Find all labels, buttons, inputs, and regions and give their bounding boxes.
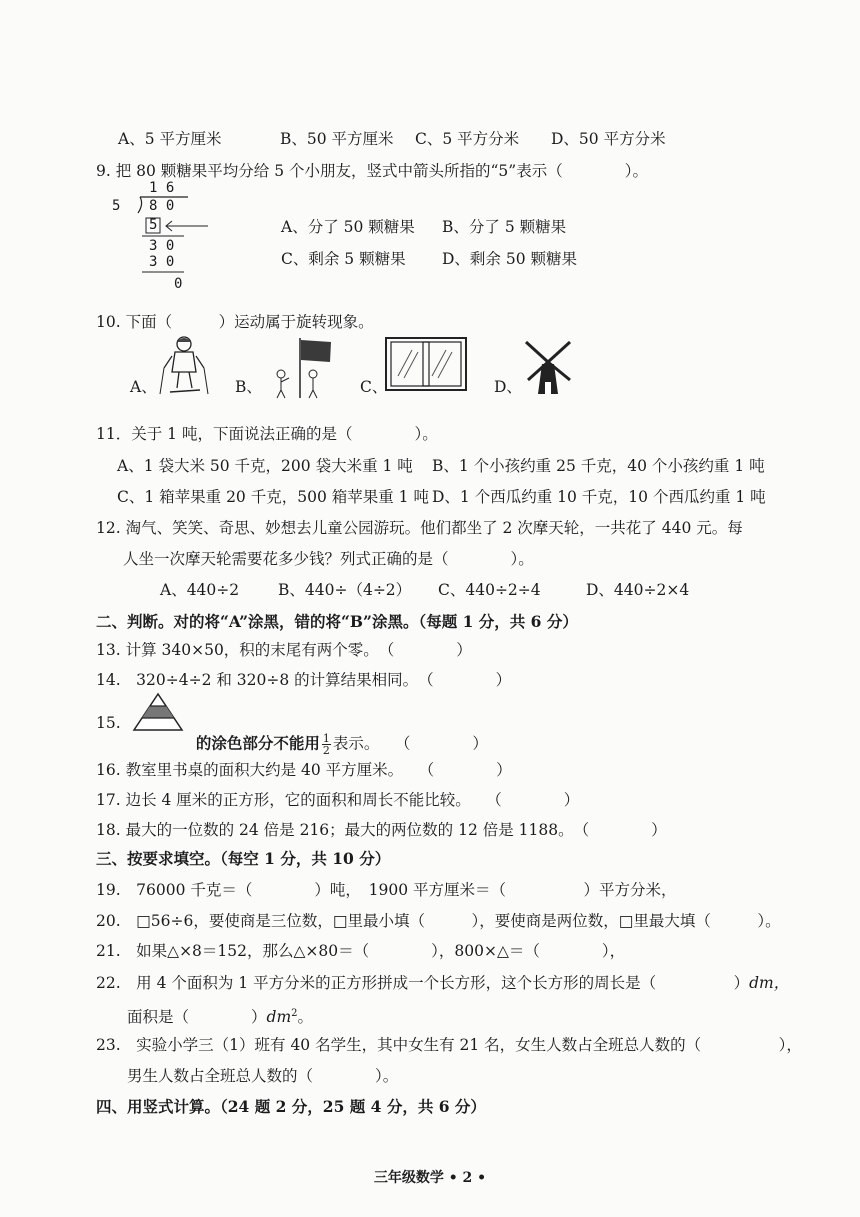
- q11-option-c: C、1 箱苹果重 20 千克，500 箱苹果重 1 吨: [117, 488, 429, 506]
- q15-text-after: 表示。 （ ）: [332, 734, 488, 753]
- division-step2b: 3 0: [149, 254, 175, 270]
- q8-option-b: B、50 平方厘米: [280, 130, 394, 148]
- q19: 19. 76000 千克＝（ ）吨， 1900 平方厘米＝（ ）平方分米，: [96, 881, 677, 899]
- q15-statement: [186, 713, 488, 756]
- section-4-heading: 四、用竖式计算。（24 题 2 分，25 题 4 分，共 6 分）: [96, 1097, 486, 1116]
- windmill-icon: [520, 336, 576, 400]
- q13: 13. 计算 340×50，积的末尾有两个零。 （ ）: [96, 641, 472, 659]
- q9-option-c: C、剩余 5 颗糖果: [281, 250, 406, 268]
- q10-label-c: C、: [360, 378, 388, 396]
- triangle-figure-icon: [132, 692, 184, 736]
- q8-option-d: D、50 平方分米: [551, 130, 666, 148]
- division-quotient: 1 6: [149, 180, 175, 196]
- division-remainder: 0: [174, 276, 183, 292]
- q22-superscript: 2: [291, 1008, 298, 1019]
- q8-option-c: C、5 平方分米: [415, 130, 520, 148]
- q9-option-a: A、分了 50 颗糖果: [281, 218, 415, 236]
- q12-line1: 12. 淘气、笑笑、奇思、妙想去儿童公园游玩。他们都坐了 2 次摩天轮，一共花了 440 元。每: [96, 519, 743, 537]
- q23-line2: 男生人数占全班总人数的（ ）。: [127, 1067, 399, 1085]
- flag-raising-icon: [265, 334, 337, 404]
- q23-line1: 23. 实验小学三（1）班有 40 名学生，其中女生有 21 名，女生人数占全班总人数的（ ），: [96, 1036, 802, 1054]
- q12-option-b: B、440÷（4÷2）: [278, 581, 412, 599]
- q15-number: 15.: [96, 714, 121, 732]
- q22-unit2: dm: [266, 1008, 292, 1027]
- q16: 16. 教室里书桌的面积大约是 40 平方厘米。 （ ）: [96, 761, 512, 779]
- division-step2a: 3 0: [149, 238, 175, 254]
- q9-stem: 9. 把 80 颗糖果平均分给 5 个小朋友，竖式中箭头所指的“5”表示（ ）。: [96, 162, 648, 180]
- one-half-fraction: [322, 733, 331, 756]
- q22-end: 。: [297, 1008, 314, 1027]
- q12-option-c: C、440÷2÷4: [438, 581, 541, 599]
- q22-line2: [127, 1004, 313, 1027]
- q11-option-b: B、1 个小孩约重 25 千克，40 个小孩约重 1 吨: [432, 457, 765, 475]
- sliding-window-icon: [384, 336, 468, 396]
- q12-option-a: A、440÷2: [160, 581, 240, 599]
- q17: 17. 边长 4 厘米的正方形，它的面积和周长不能比较。 （ ）: [96, 791, 580, 809]
- q12-option-d: D、440÷2×4: [586, 581, 690, 599]
- q11-option-d: D、1 个西瓜约重 10 千克，10 个西瓜约重 1 吨: [432, 488, 766, 506]
- q9-option-d: D、剩余 50 颗糖果: [442, 250, 578, 268]
- q10-stem: 10. 下面（ ）运动属于旋转现象。: [96, 313, 374, 331]
- q21: 21. 如果△×8＝152，那么△×80＝（ ），800×△＝（ ），: [96, 942, 626, 960]
- q14: 14. 320÷4÷2 和 320÷8 的计算结果相同。 （ ）: [96, 671, 512, 689]
- q11-stem: 11．关于 1 吨，下面说法正确的是（ ）。: [96, 425, 438, 443]
- q10-label-a: A、: [130, 378, 157, 396]
- q10-label-d: D、: [494, 378, 522, 396]
- q11-option-a: A、1 袋大米 50 千克，200 袋大米重 1 吨: [117, 457, 413, 475]
- division-step1: 5: [149, 217, 158, 233]
- fraction-numerator: 1: [322, 732, 330, 745]
- page-footer: 三年级数学 • 2 •: [373, 1170, 487, 1186]
- section-2-heading: 二、判断。对的将“A”涂黑，错的将“B”涂黑。（每题 1 分，共 6 分）: [96, 612, 578, 631]
- q20: 20. □56÷6，要使商是三位数，□里最小填（ ），要使商是两位数，□里最大填（ ）。: [96, 912, 781, 930]
- q12-line2: 人坐一次摩天轮需要花多少钱？列式正确的是（ ）。: [123, 550, 534, 568]
- q9-option-b: B、分了 5 颗糖果: [442, 218, 567, 236]
- fraction-denominator: 2: [322, 744, 330, 757]
- q15-text-before: 的涂色部分不能用: [195, 733, 320, 753]
- skier-icon: [158, 334, 214, 402]
- q10-label-b: B、: [235, 378, 262, 396]
- q22-unit1: dm，: [749, 974, 790, 992]
- q22-line2-text: 面积是（ ）: [127, 1008, 267, 1027]
- q18: 18. 最大的一位数的 24 倍是 216；最大的两位数的 12 倍是 1188。 （ ）: [96, 821, 667, 839]
- long-division-figure: [108, 180, 218, 295]
- section-3-heading: 三、按要求填空。（每空 1 分，共 10 分）: [96, 849, 391, 868]
- q8-option-a: A、5 平方厘米: [118, 130, 222, 148]
- q22-line1-text: 22. 用 4 个面积为 1 平方分米的正方形拼成一个长方形，这个长方形的周长是（ ）: [96, 974, 750, 992]
- division-dividend: 8 0: [149, 198, 175, 214]
- q22-line1: [96, 973, 789, 993]
- division-divisor: 5: [112, 198, 121, 214]
